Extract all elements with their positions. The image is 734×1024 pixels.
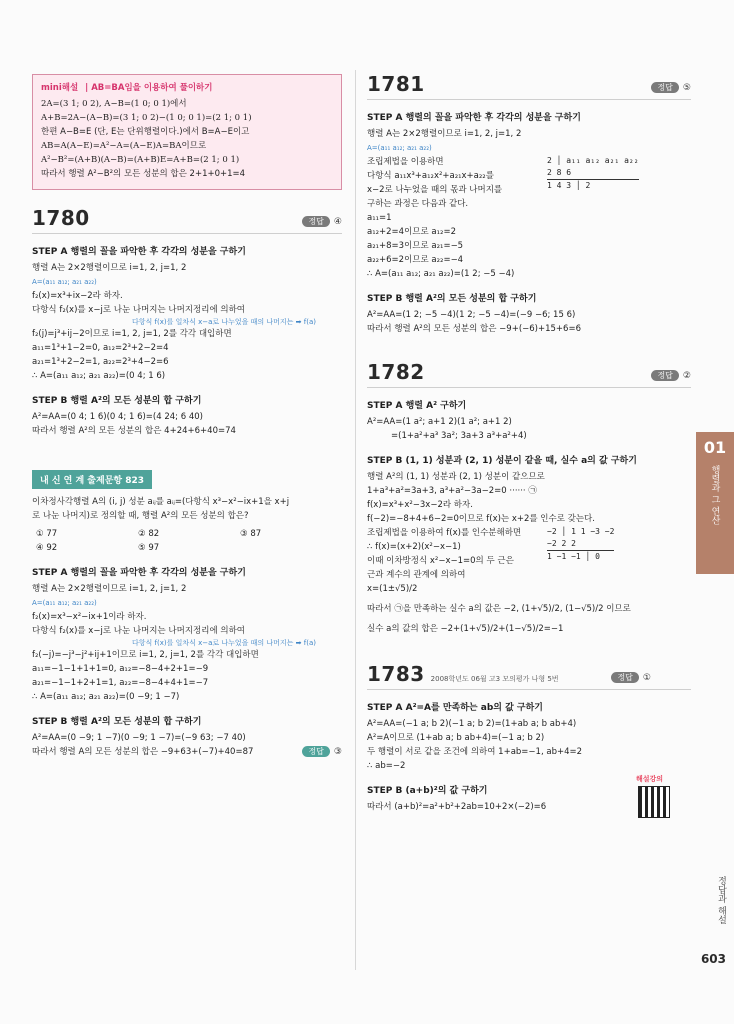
answer-badge: 정답 <box>302 746 329 757</box>
hint-note: 다항식 f(x)를 일차식 x−a로 나누었을 때의 나머지는 ➡ f(a) <box>132 318 316 326</box>
solution-line: f₂(−j)=−j³−j²+ij+1이므로 i=1, 2, j=1, 2를 각각 대입하면 <box>32 650 259 660</box>
solution-line: 다항식 f₂(x)를 x−j로 나눈 나머지는 나머지정리에 의하여 <box>32 626 246 636</box>
solution-line: 따라서 ㉠을 만족하는 실수 a의 값은 −2, (1+√5)/2, (1−√5)/2 이므로 <box>367 604 631 614</box>
synth-row: −2 2 2 <box>547 539 576 548</box>
solution-line: 다항식 a₁₁x³+a₁₂x²+a₂₁x+a₂₂를 <box>367 171 494 181</box>
step-a-heading: STEP A 행렬의 꼴을 파악한 후 각각의 성분을 구하기 <box>32 247 246 257</box>
solution-line: 행렬 A는 2×2행렬이므로 i=1, 2, j=1, 2 <box>32 263 187 273</box>
step-b-heading: STEP B (a+b)²의 값 구하기 <box>367 786 488 796</box>
solution-line: A=(a₁₁ a₁₂; a₂₁ a₂₂) <box>32 599 97 607</box>
step-a-heading: STEP A 행렬의 꼴을 파악한 후 각각의 성분을 구하기 <box>32 568 246 578</box>
qr-label: 해설강의 <box>636 775 664 783</box>
mini-line: 따라서 행렬 A²−B²의 모든 성분의 합은 2+1+0+1=4 <box>41 169 246 179</box>
solution-line: 두 행렬이 서로 같을 조건에 의하여 1+ab=−1, ab+4=2 <box>367 747 583 757</box>
synth-row: 2 8 6 <box>547 168 572 177</box>
question-line: 로 나눈 나머지)로 정의할 때, 행렬 A²의 모든 성분의 합은? <box>32 511 249 521</box>
step-a-heading: STEP A 행렬의 꼴을 파악한 후 각각의 성분을 구하기 <box>367 113 581 123</box>
solution-line: x=(1±√5)/2 <box>367 584 418 594</box>
solution-line: ∴ A=(a₁₁ a₁₂; a₂₁ a₂₂)=(0 4; 1 6) <box>32 371 166 381</box>
answer-badge: 정답 <box>651 82 678 93</box>
solution-line: a₁₁=−1−1+1+1=0, a₁₂=−8−4+2+1=−9 <box>32 664 209 674</box>
choice[interactable]: ① 77 <box>36 529 58 539</box>
solution-line: f₂(j)=j³+ij−2이므로 i=1, 2, j=1, 2를 각각 대입하면 <box>32 329 232 339</box>
solution-line: ∴ A=(a₁₁ a₁₂; a₂₁ a₂₂)=(1 2; −5 −4) <box>367 269 515 279</box>
solution-line: 행렬 A²의 (1, 1) 성분과 (2, 1) 성분이 같으므로 <box>367 472 545 482</box>
synth-row: 1 4 3 │ 2 <box>547 179 639 192</box>
solution-line: 행렬 A는 2×2행렬이므로 i=1, 2, j=1, 2 <box>32 584 187 594</box>
choice[interactable]: ④ 92 <box>36 543 58 553</box>
solution-line: f₂(x)=x³−x²−ix+1이라 하자. <box>32 612 147 622</box>
problem-number: 1782 <box>367 360 425 384</box>
synth-row: 1 −1 −1 │ 0 <box>547 550 614 563</box>
solution-line: =(1+a²+a³ 3a²; 3a+3 a³+a²+4) <box>391 431 527 441</box>
solution-line: a₂₁=1³+2−2=1, a₂₂=2³+4−2=6 <box>32 357 169 367</box>
mini-title: | AB=BA임을 이용하여 풀이하기 <box>85 83 213 93</box>
step-a-heading: STEP A 행렬 A² 구하기 <box>367 401 467 411</box>
problem-1780-header <box>32 206 342 234</box>
problem-number: 1783 <box>367 662 425 686</box>
solution-line: f₂(x)=x³+ix−2라 하자. <box>32 291 123 301</box>
solution-line: a₂₂+6=2이므로 a₂₂=−4 <box>367 255 464 265</box>
related-problem <box>32 468 342 759</box>
section-label: 정답과 해설 <box>716 876 726 924</box>
solution-line: 조립제법을 이용하면 <box>367 157 444 167</box>
problem-1782-header <box>367 360 691 388</box>
synthetic-division-block <box>367 155 691 211</box>
choice[interactable]: ② 82 <box>138 529 160 539</box>
solution-line: A²=AA=(0 −9; 1 −7)(0 −9; 1 −7)=(−9 63; −7 40) <box>32 733 246 743</box>
solution-line: 다항식 f₂(x)를 x−j로 나눈 나머지는 나머지정리에 의하여 <box>32 305 246 315</box>
solution-line: f(x)=x³+x²−3x−2라 하자. <box>367 500 473 510</box>
mini-line: 2A=(3 1; 0 2), A−B=(1 0; 0 1)에서 <box>41 99 187 109</box>
solution-line: A²=A이므로 (1+ab a; b ab+4)=(−1 a; b 2) <box>367 733 545 743</box>
solution-line: a₂₁+8=3이므로 a₂₁=−5 <box>367 241 464 251</box>
solution-line: a₁₁=1 <box>367 213 392 223</box>
solution-line: f(−2)=−8+4+6−2=0이므로 f(x)는 x+2를 인수로 갖는다. <box>367 514 595 524</box>
answer-badge: 정답 <box>611 672 638 683</box>
solution-line: a₂₁=−1−1+2+1=1, a₂₂=−8−4+4+1=−7 <box>32 678 209 688</box>
answer-value: ② <box>682 370 691 381</box>
synthetic-division-table <box>547 155 639 192</box>
answer-badge: 정답 <box>651 370 678 381</box>
solution-line: A²=AA=(0 4; 1 6)(0 4; 1 6)=(4 24; 6 40) <box>32 412 203 422</box>
problem-source: 2008학년도 06월 고3 모의평가 나형 5번 <box>430 675 559 683</box>
solution-line: 따라서 행렬 A²의 모든 성분의 합은 −9+(−6)+15+6=6 <box>367 324 581 334</box>
step-b-heading: STEP B 행렬 A²의 모든 성분의 합 구하기 <box>32 717 202 727</box>
problem-1781-header <box>367 72 691 100</box>
answer-badge: 정답 <box>302 216 329 227</box>
step-b-heading: STEP B (1, 1) 성분과 (2, 1) 성분이 같을 때, 실수 a의 값 구하기 <box>367 456 637 466</box>
mini-line: A+B=2A−(A−B)=(3 1; 0 2)−(1 0; 0 1)=(2 1; 0 1) <box>41 113 252 123</box>
mini-tag: mini해설 <box>41 83 79 93</box>
solution-line: 행렬 A는 2×2행렬이므로 i=1, 2, j=1, 2 <box>367 129 522 139</box>
solution-line: 따라서 (a+b)²=a²+b²+2ab=10+2×(−2)=6 <box>367 802 547 812</box>
solution-line: A=(a₁₁ a₁₂; a₂₁ a₂₂) <box>367 144 432 152</box>
solution-line: 1+a³+a²=3a+3, a³+a²−3a−2=0 ······ ㉠ <box>367 486 537 496</box>
answer-value: ① <box>642 672 651 683</box>
chapter-number: 01 <box>703 438 727 457</box>
solution-line: a₁₁=1³+1−2=0, a₁₂=2³+2−2=4 <box>32 343 169 353</box>
choice[interactable]: ③ 87 <box>240 529 262 539</box>
chapter-side-tab[interactable] <box>696 432 734 574</box>
qr-code-icon[interactable] <box>638 786 670 818</box>
solution-line: a₁₂+2=4이므로 a₁₂=2 <box>367 227 456 237</box>
solution-line: A²=AA=(1 a²; a+1 2)(1 a²; a+1 2) <box>367 417 512 427</box>
answer-choices <box>32 527 342 555</box>
question-line: 이차정사각행렬 A의 (i, j) 성분 aᵢⱼ를 aᵢⱼ=(다항식 x³−x²−ix+1을 x+j <box>32 497 290 507</box>
answer-value: ⑤ <box>682 82 691 93</box>
related-problem-bar: 내 신 연 계 출제문항 823 <box>32 470 152 489</box>
solution-line-with-answer <box>32 745 342 759</box>
chapter-title: 행렬과 그 연산 <box>709 465 720 525</box>
solution-line: x−2로 나누었을 때의 몫과 나머지를 <box>367 185 503 195</box>
column-divider <box>355 70 356 970</box>
solution-text: 따라서 행렬 A의 모든 성분의 합은 −9+63+(−7)+40=87 <box>32 747 254 757</box>
answer-value: ④ <box>333 216 342 227</box>
choice[interactable]: ⑤ 97 <box>138 543 160 553</box>
solution-line: 조립제법을 이용하여 f(x)를 인수분해하면 <box>367 528 522 538</box>
left-column <box>32 62 342 759</box>
page-number: 603 <box>700 952 726 966</box>
problem-number: 1780 <box>32 206 90 230</box>
step-b-heading: STEP B 행렬 A²의 모든 성분의 합 구하기 <box>32 396 202 406</box>
solution-line: 이때 이차방정식 x²−x−1=0의 두 근은 <box>367 556 514 566</box>
solution-line: 실수 a의 값의 합은 −2+(1+√5)/2+(1−√5)/2=−1 <box>367 624 564 634</box>
solution-line: 근과 계수의 관계에 의하여 <box>367 570 466 580</box>
mini-line: 한편 A−B=E (단, E는 단위행렬이다.)에서 B=A−E이고 <box>41 127 250 137</box>
solution-line: ∴ f(x)=(x+2)(x²−x−1) <box>367 542 461 552</box>
synth-row: −2 │ 1 1 −3 −2 <box>547 527 615 536</box>
solution-line: ∴ ab=−2 <box>367 761 406 771</box>
solution-line: ∴ A=(a₁₁ a₁₂; a₂₁ a₂₂)=(0 −9; 1 −7) <box>32 692 180 702</box>
synthetic-division-table <box>547 526 614 563</box>
solution-line: 따라서 행렬 A²의 모든 성분의 합은 4+24+6+40=74 <box>32 426 236 436</box>
solution-line: 구하는 과정은 다음과 같다. <box>367 199 469 209</box>
step-b-heading: STEP B 행렬 A²의 모든 성분의 합 구하기 <box>367 294 537 304</box>
solution-line: A=(a₁₁ a₁₂; a₂₁ a₂₂) <box>32 278 97 286</box>
synth-row: 2 │ a₁₁ a₁₂ a₂₁ a₂₂ <box>547 156 639 165</box>
solution-line: A²=AA=(1 2; −5 −4)(1 2; −5 −4)=(−9 −6; 15 6) <box>367 310 576 320</box>
factoring-block <box>367 526 691 582</box>
step-a-heading: STEP A A²=A를 만족하는 ab의 값 구하기 <box>367 703 544 713</box>
problem-1783-header <box>367 662 691 690</box>
answer-value: ③ <box>333 747 342 757</box>
problem-number: 1781 <box>367 72 425 96</box>
mini-explanation-box <box>32 74 342 190</box>
solution-line: A²=AA=(−1 a; b 2)(−1 a; b 2)=(1+ab a; b ab+4) <box>367 719 577 729</box>
mini-line: AB=A(A−E)=A²−A=(A−E)A=BA이므로 <box>41 141 207 151</box>
mini-line: A²−B²=(A+B)(A−B)=(A+B)E=A+B=(2 1; 0 1) <box>41 155 240 165</box>
mini-header <box>41 81 333 93</box>
hint-note: 다항식 f(x)를 일차식 x−a로 나누었을 때의 나머지는 ➡ f(a) <box>132 639 316 647</box>
right-column <box>367 62 691 814</box>
